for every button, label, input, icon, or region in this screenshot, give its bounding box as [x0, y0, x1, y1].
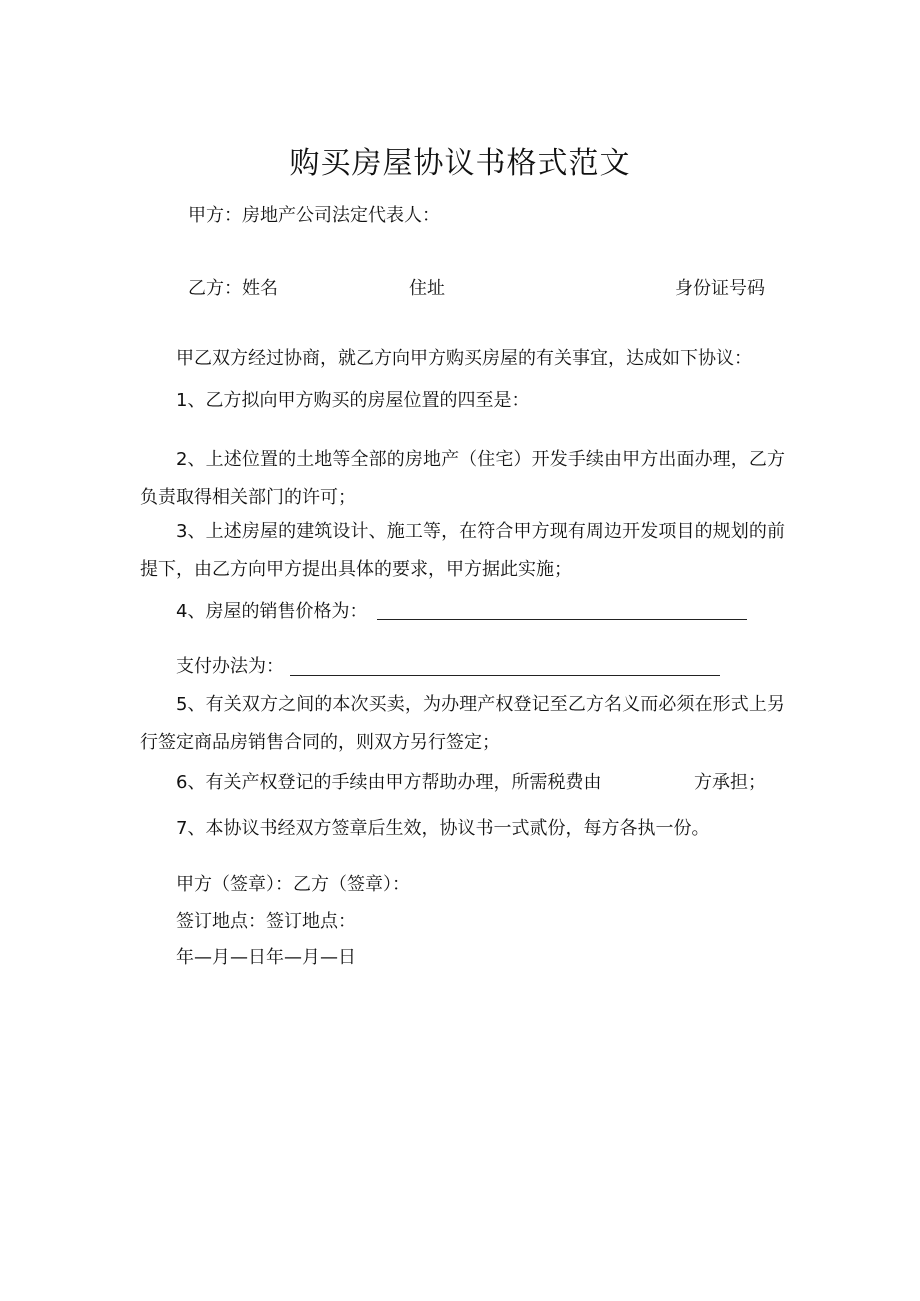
clause-6-part-a: 6、有关产权登记的手续由甲方帮助办理，所需税费由 [176, 772, 602, 793]
party-a-line: 甲方：房地产公司法定代表人： [188, 205, 440, 226]
clause-5: 5、有关双方之间的本次买卖，为办理产权登记至乙方名义而必须在形式上另行签定商品房销售合同的，则双方另行签定； [140, 694, 785, 753]
clause-7: 7、本协议书经双方签章后生效，协议书一式贰份，每方各执一份。 [176, 818, 710, 839]
signature-seals: 甲方（签章）：乙方（签章）： [176, 874, 410, 895]
price-blank-line [377, 619, 747, 620]
clause-1: 1、乙方拟向甲方购买的房屋位置的四至是： [176, 390, 530, 411]
document-title: 购买房屋协议书格式范文 [289, 146, 631, 181]
payment-method: 支付办法为： [176, 656, 284, 677]
party-b-address-label: 住址 [409, 278, 445, 299]
signature-place: 签订地点：签订地点： [176, 911, 356, 932]
agreement-intro: 甲乙双方经过协商，就乙方向甲方购买房屋的有关事宜，达成如下协议： [176, 348, 752, 369]
party-b-id-label: 身份证号码 [675, 278, 765, 299]
party-b-name-label: 乙方：姓名 [188, 278, 278, 299]
clause-3: 3、上述房屋的建筑设计、施工等，在符合甲方现有周边开发项目的规划的前提下，由乙方向甲方提出具体的要求，甲方据此实施； [140, 521, 785, 580]
clause-2: 2、上述位置的土地等全部的房地产（住宅）开发手续由甲方出面办理，乙方负责取得相关部门的许可； [140, 449, 785, 508]
payment-blank-line [290, 675, 720, 676]
clause-6-part-b: 方承担； [694, 772, 766, 793]
signature-date: 年—月—日年—月—日 [176, 947, 356, 968]
clause-4: 4、房屋的销售价格为： [176, 601, 368, 622]
